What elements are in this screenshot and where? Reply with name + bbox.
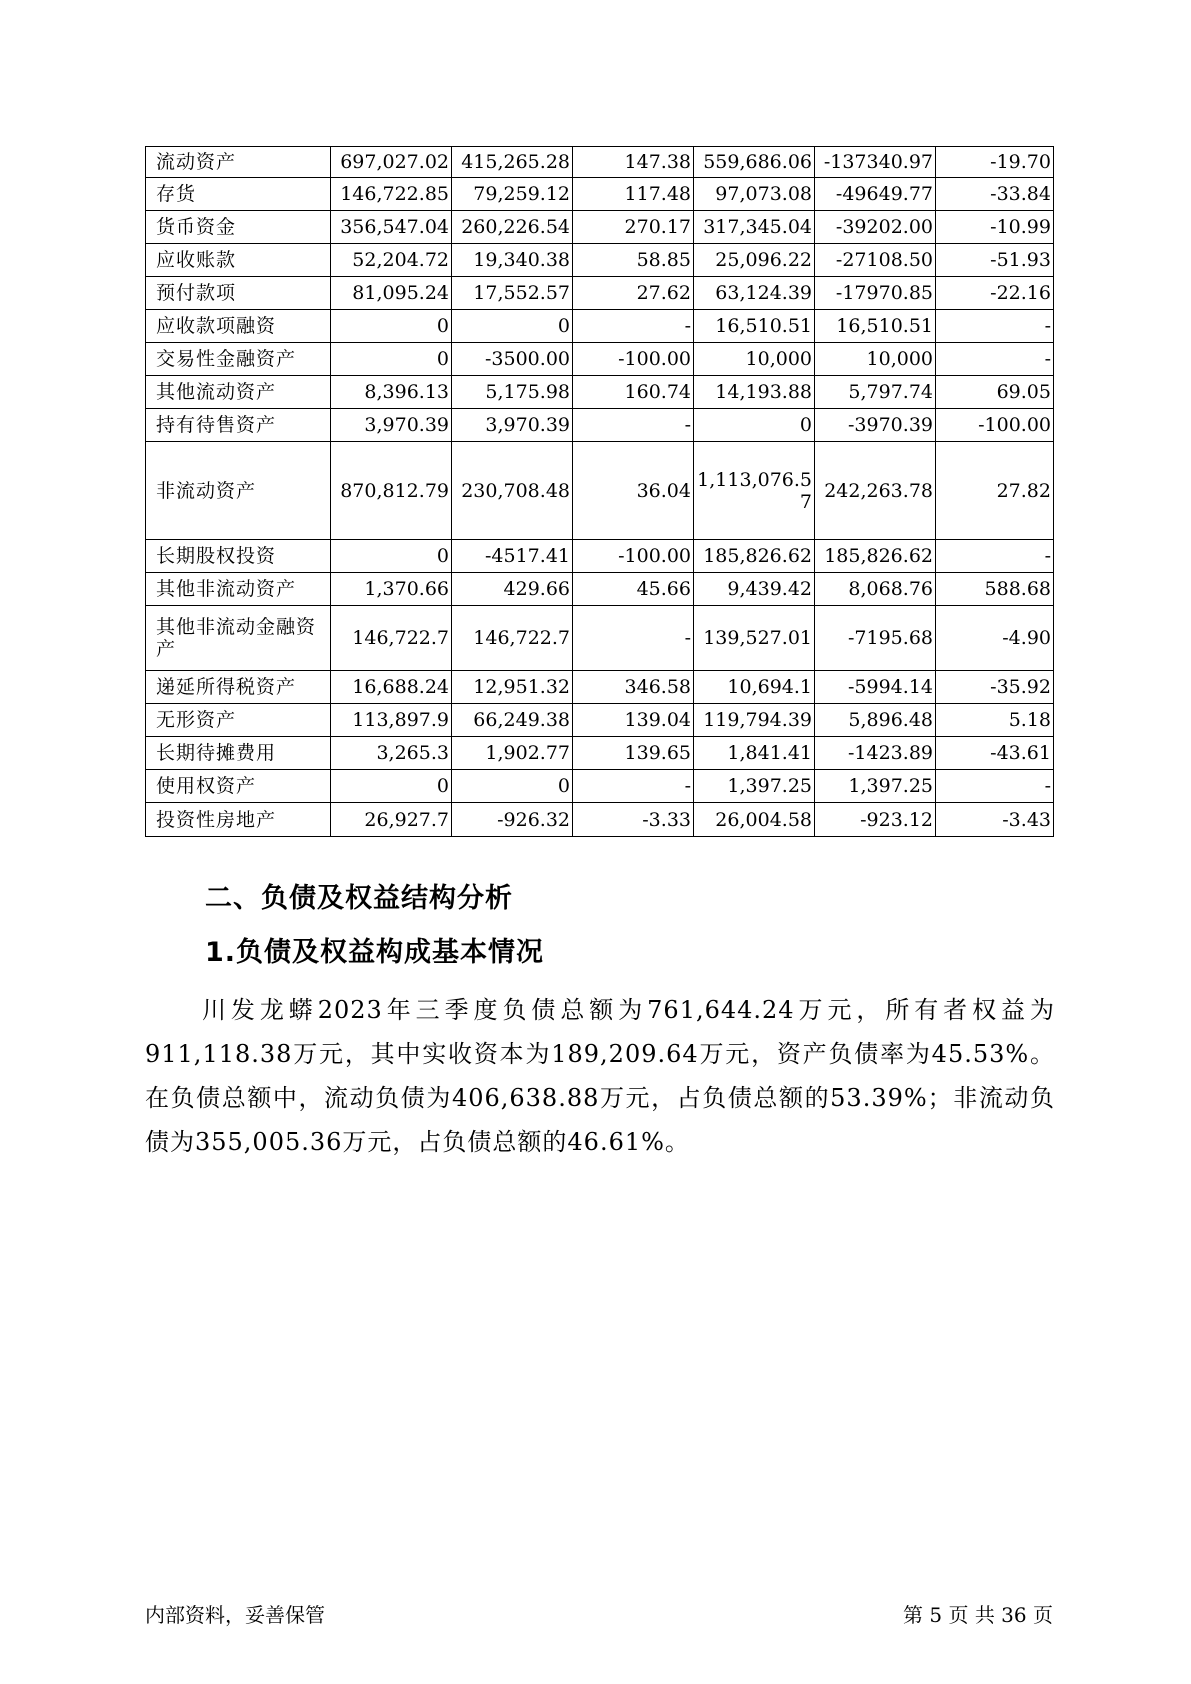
cell: 139,527.01 <box>694 606 815 671</box>
cell: -3970.39 <box>815 409 936 442</box>
cell: - <box>936 343 1054 376</box>
cell: 10,694.1 <box>694 671 815 704</box>
cell: 63,124.39 <box>694 277 815 310</box>
cell: -4.90 <box>936 606 1054 671</box>
cell: -923.12 <box>815 803 936 837</box>
cell: -17970.85 <box>815 277 936 310</box>
cell: - <box>573 310 694 343</box>
cell: 317,345.04 <box>694 211 815 244</box>
cell: -3.33 <box>573 803 694 837</box>
table-row <box>146 770 1054 803</box>
cell: 5,797.74 <box>815 376 936 409</box>
table-row <box>146 803 1054 837</box>
cell: 3,970.39 <box>331 409 452 442</box>
cell: 146,722.85 <box>331 178 452 211</box>
table-row <box>146 573 1054 606</box>
row-label: 交易性金融资产 <box>146 343 331 376</box>
cell: -100.00 <box>573 540 694 573</box>
cell: -3500.00 <box>452 343 573 376</box>
footer-page-number: 第 5 页 共 36 页 <box>903 1603 1053 1627</box>
cell: 16,510.51 <box>815 310 936 343</box>
table-row <box>146 737 1054 770</box>
row-label: 应收账款 <box>146 244 331 277</box>
cell: 25,096.22 <box>694 244 815 277</box>
cell: 242,263.78 <box>815 442 936 540</box>
row-label: 其他非流动资产 <box>146 573 331 606</box>
table-row <box>146 147 1054 178</box>
cell: 139.65 <box>573 737 694 770</box>
cell: - <box>936 770 1054 803</box>
subsection-title: 1.负债及权益构成基本情况 <box>205 937 545 968</box>
cell: 14,193.88 <box>694 376 815 409</box>
cell: -51.93 <box>936 244 1054 277</box>
table-row <box>146 704 1054 737</box>
table-row <box>146 277 1054 310</box>
cell: - <box>573 770 694 803</box>
footer-confidential-note: 内部资料，妥善保管 <box>145 1603 325 1627</box>
row-label: 其他非流动金融资产 <box>146 606 331 671</box>
cell: 113,897.9 <box>331 704 452 737</box>
cell: 5.18 <box>936 704 1054 737</box>
cell: 0 <box>452 310 573 343</box>
cell: 58.85 <box>573 244 694 277</box>
cell: 12,951.32 <box>452 671 573 704</box>
cell: -5994.14 <box>815 671 936 704</box>
cell: 26,004.58 <box>694 803 815 837</box>
cell: 97,073.08 <box>694 178 815 211</box>
table-row <box>146 376 1054 409</box>
cell: -39202.00 <box>815 211 936 244</box>
row-label: 存货 <box>146 178 331 211</box>
cell: 119,794.39 <box>694 704 815 737</box>
cell: 270.17 <box>573 211 694 244</box>
section-title: 二、负债及权益结构分析 <box>205 883 513 914</box>
cell: 0 <box>331 540 452 573</box>
cell: 429.66 <box>452 573 573 606</box>
cell: 559,686.06 <box>694 147 815 178</box>
row-label: 货币资金 <box>146 211 331 244</box>
cell: 0 <box>452 770 573 803</box>
row-label: 应收款项融资 <box>146 310 331 343</box>
cell: 160.74 <box>573 376 694 409</box>
cell: 0 <box>694 409 815 442</box>
cell: 79,259.12 <box>452 178 573 211</box>
cell: 26,927.7 <box>331 803 452 837</box>
cell: 27.62 <box>573 277 694 310</box>
cell: 3,265.3 <box>331 737 452 770</box>
cell: - <box>936 310 1054 343</box>
row-label: 长期股权投资 <box>146 540 331 573</box>
cell: 356,547.04 <box>331 211 452 244</box>
body-paragraph: 川发龙蟒2023年三季度负债总额为761,644.24万元，所有者权益为911,118.38万元，其中实收资本为189,209.64万元，资产负债率为45.53%。在负债总额中，流动负债为406,638.88万元，占负债总额的53.39%；非流动负债为355,005.36万元，占负债总额的46.61%。 <box>145 996 1055 1156</box>
cell: 697,027.02 <box>331 147 452 178</box>
cell: 19,340.38 <box>452 244 573 277</box>
cell: -4517.41 <box>452 540 573 573</box>
row-label: 使用权资产 <box>146 770 331 803</box>
table-row <box>146 310 1054 343</box>
cell: 10,000 <box>694 343 815 376</box>
cell: 0 <box>331 770 452 803</box>
cell: 185,826.62 <box>694 540 815 573</box>
row-label: 预付款项 <box>146 277 331 310</box>
table-row <box>146 409 1054 442</box>
cell: -137340.97 <box>815 147 936 178</box>
cell: -22.16 <box>936 277 1054 310</box>
cell: 9,439.42 <box>694 573 815 606</box>
table-row <box>146 671 1054 704</box>
cell: 147.38 <box>573 147 694 178</box>
cell: -7195.68 <box>815 606 936 671</box>
cell: -27108.50 <box>815 244 936 277</box>
cell: 0 <box>331 310 452 343</box>
cell: 8,068.76 <box>815 573 936 606</box>
cell: -33.84 <box>936 178 1054 211</box>
cell: 69.05 <box>936 376 1054 409</box>
cell: 81,095.24 <box>331 277 452 310</box>
table-row <box>146 540 1054 573</box>
cell: 5,175.98 <box>452 376 573 409</box>
table-row <box>146 244 1054 277</box>
cell: -926.32 <box>452 803 573 837</box>
cell: - <box>573 606 694 671</box>
cell: 260,226.54 <box>452 211 573 244</box>
cell: 346.58 <box>573 671 694 704</box>
row-label: 递延所得税资产 <box>146 671 331 704</box>
asset-structure-table <box>145 146 1054 837</box>
table-row <box>146 211 1054 244</box>
row-label: 长期待摊费用 <box>146 737 331 770</box>
cell: 1,113,076.57 <box>694 442 815 540</box>
cell: 16,688.24 <box>331 671 452 704</box>
row-label: 非流动资产 <box>146 442 331 540</box>
table-row <box>146 178 1054 211</box>
cell: 66,249.38 <box>452 704 573 737</box>
cell: 52,204.72 <box>331 244 452 277</box>
cell: 27.82 <box>936 442 1054 540</box>
cell: 1,841.41 <box>694 737 815 770</box>
cell: - <box>573 409 694 442</box>
row-label: 其他流动资产 <box>146 376 331 409</box>
cell: 588.68 <box>936 573 1054 606</box>
cell: 117.48 <box>573 178 694 211</box>
cell: 415,265.28 <box>452 147 573 178</box>
cell: 1,397.25 <box>694 770 815 803</box>
cell: 16,510.51 <box>694 310 815 343</box>
cell: 1,397.25 <box>815 770 936 803</box>
cell: 3,970.39 <box>452 409 573 442</box>
row-label: 持有待售资产 <box>146 409 331 442</box>
table-row <box>146 606 1054 671</box>
cell: 0 <box>331 343 452 376</box>
cell: 45.66 <box>573 573 694 606</box>
cell: 1,370.66 <box>331 573 452 606</box>
row-label: 流动资产 <box>146 147 331 178</box>
cell: -19.70 <box>936 147 1054 178</box>
cell: 870,812.79 <box>331 442 452 540</box>
row-label: 无形资产 <box>146 704 331 737</box>
cell: 8,396.13 <box>331 376 452 409</box>
cell: -43.61 <box>936 737 1054 770</box>
cell: -1423.89 <box>815 737 936 770</box>
cell: 230,708.48 <box>452 442 573 540</box>
cell: -35.92 <box>936 671 1054 704</box>
cell: - <box>936 540 1054 573</box>
cell: 146,722.7 <box>452 606 573 671</box>
row-label: 投资性房地产 <box>146 803 331 837</box>
cell: -49649.77 <box>815 178 936 211</box>
cell: -100.00 <box>573 343 694 376</box>
cell: -10.99 <box>936 211 1054 244</box>
cell: 1,902.77 <box>452 737 573 770</box>
table-row <box>146 442 1054 540</box>
cell: 10,000 <box>815 343 936 376</box>
cell: -100.00 <box>936 409 1054 442</box>
cell: 36.04 <box>573 442 694 540</box>
cell: 185,826.62 <box>815 540 936 573</box>
cell: 5,896.48 <box>815 704 936 737</box>
cell: 17,552.57 <box>452 277 573 310</box>
table-row <box>146 343 1054 376</box>
cell: 146,722.7 <box>331 606 452 671</box>
cell: 139.04 <box>573 704 694 737</box>
cell: -3.43 <box>936 803 1054 837</box>
